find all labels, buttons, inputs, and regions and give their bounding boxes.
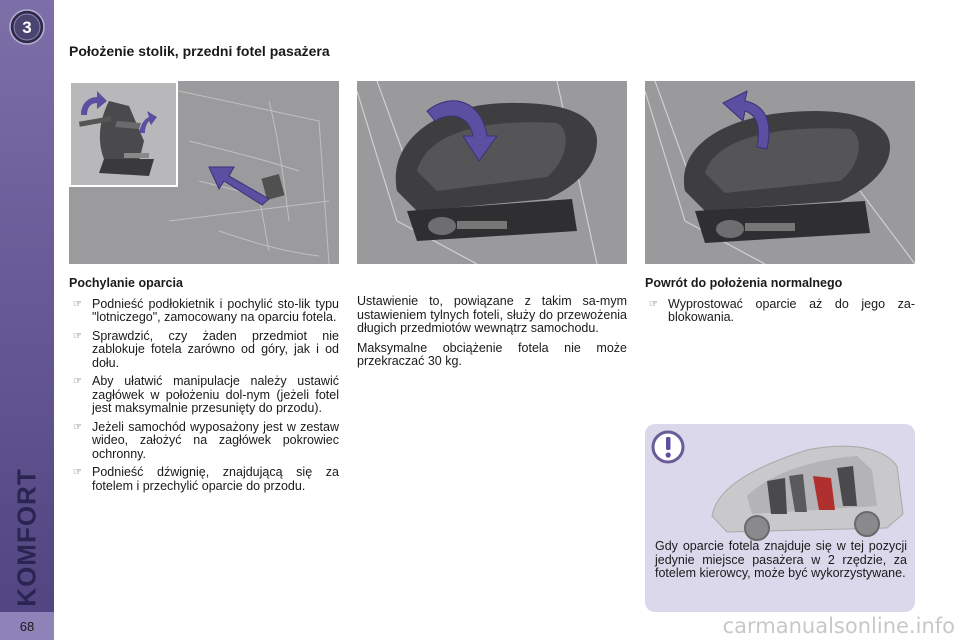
figure-seat-tilt-lever: [69, 81, 339, 264]
figure-backrest-normal: [645, 81, 915, 264]
list-item: [645, 298, 915, 325]
list-item: [69, 375, 339, 416]
instruction-list: [69, 298, 339, 494]
paragraph: Ustawienie to, powiązane z takim sa-mym ustawieniem tylnych foteli, służy do przewożenia długich przedmiotów wewnątrz samochodu.: [357, 294, 627, 335]
list-item: [69, 466, 339, 493]
list-item-text: Sprawdzić, czy żaden przedmiot nie zablokuje fotela zarówno od góry, jak i od dołu.: [92, 328, 339, 370]
list-item: [69, 298, 339, 325]
list-item-text: Aby ułatwić manipulacje należy ustawić zagłówek w położeniu dol-nym (jeżeli fotel jest maksymalnie przesunięty do przodu).: [92, 374, 339, 415]
chapter-number-icon: [9, 9, 45, 45]
pointing-hand-icon: ☞: [649, 298, 658, 310]
instruction-list: [645, 298, 915, 325]
list-item-text: Podnieść podłokietnik i pochylić sto-lik typu "lotniczego", zamocowany na oparciu fotela.: [92, 296, 339, 324]
pointing-hand-icon: ☞: [73, 421, 82, 433]
section-heading: Powrót do położenia normalnego: [645, 276, 843, 290]
instructions-return-normal: [645, 277, 915, 330]
instructions-tilt-backrest: [69, 277, 339, 498]
list-item: [69, 330, 339, 371]
info-long-objects: [357, 295, 627, 375]
pointing-hand-icon: ☞: [73, 376, 82, 387]
list-item-text: Jeżeli samochód wyposażony jest w zestaw wideo, założyć na zagłówek pokrowiec ochronny.: [92, 419, 339, 461]
figure-backrest-folded: [357, 81, 627, 264]
chapter-number: 3: [22, 18, 32, 37]
page-title: Położenie stolik, przedni fotel pasażera: [69, 43, 330, 59]
exclamation-icon: [651, 430, 685, 464]
pointing-hand-icon: ☞: [73, 298, 82, 310]
chapter-badge: [9, 9, 45, 45]
car-interior-illustration: [707, 436, 907, 546]
warning-box: [645, 424, 915, 612]
list-item: [69, 421, 339, 462]
watermark: carmanualsonline.info: [722, 614, 955, 638]
section-label: [6, 467, 48, 607]
page-number: 68: [0, 612, 54, 640]
list-item-text: Wyprostować oparcie aż do jego za-blokowania.: [668, 296, 915, 324]
list-item-text: Podnieść dźwignię, znajdującą się za fotelem i przechylić oparcie do przodu.: [92, 465, 339, 493]
warning-text: Gdy oparcie fotela znajduje się w tej pozycji jedynie miejsce pasażera w 2 rzędzie, za fotelem kierowcy, może być wykorzystywane.: [655, 539, 907, 580]
paragraph: Maksymalne obciążenie fotela nie może przekraczać 30 kg.: [357, 340, 627, 368]
pointing-hand-icon: ☞: [73, 330, 82, 342]
chapter-sidebar: [0, 0, 54, 640]
section-label-text: KOMFORT: [11, 467, 42, 607]
section-heading: Pochylanie oparcia: [69, 276, 183, 290]
pointing-hand-icon: ☞: [73, 467, 82, 478]
